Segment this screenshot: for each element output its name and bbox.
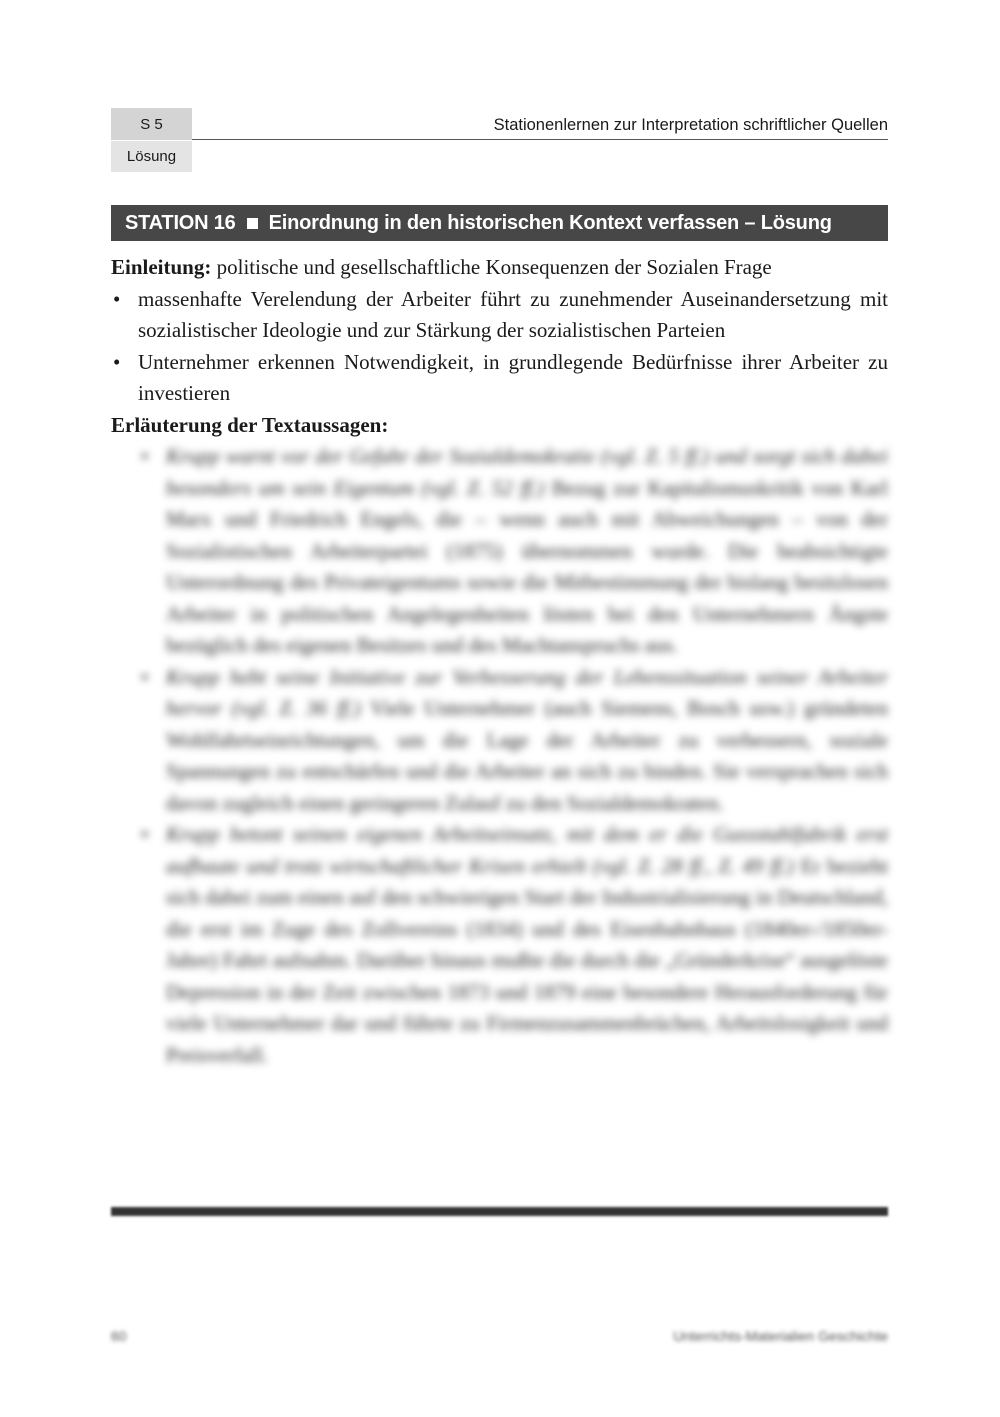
header-divider: [192, 139, 888, 140]
explanation-bullet-item: [139, 819, 888, 1071]
intro-bullet-list: [111, 284, 888, 410]
explanation-section-heading: [111, 410, 888, 442]
explanation-heading-label: Erläuterung der Textaussagen:: [111, 412, 389, 437]
station-title: Einordnung in den historischen Kontext verfassen – Lösung: [268, 211, 832, 234]
intro-bullet-item: • massenhafte Verelendung der Arbeiter führt zu zunehmender Auseinandersetzung mit sozialistischer Ideologie und zur Stärkung der sozialistischen Parteien: [111, 284, 888, 347]
intro-section-heading: [111, 252, 888, 284]
explanation-bullet-text: Bezug zur Kapitalismuskritik von Karl Marx und Friedrich Engels, die – wenn auch mit Abweichungen – von der Sozialistischen Arbeiterpartei (1875) übernommen wurde. Die beabsichtigte Unterordnung des Privateigentums sowie die Mitbestimmung der bislang besitzlosen Arbeiter in politischen Angelegenheiten lösten bei den Unternehmern Ängste bezüglich des eigenen Besitzes und des Machtanspruchs aus.: [166, 475, 888, 657]
explanation-bullet-item: [139, 662, 888, 820]
explanation-bullet-item: [139, 441, 888, 662]
explanation-bullet-lead: Krupp betont seinen eigenen Arbeitseinsatz, mit dem er die Gussstahlfabrik erst aufbaute und trotz wirtschaftlicher Krisen erhielt (vgl. Z. 28 ff., Z. 49 ff.): [166, 822, 888, 878]
station-title-bar: [111, 205, 888, 241]
solution-label-badge: Lösung: [111, 141, 192, 172]
page-header: [111, 108, 888, 172]
explanation-bullet-list: [111, 441, 888, 1071]
intro-bullet-item: • Unternehmer erkennen Notwendigkeit, in grundlegende Bedürfnisse ihrer Arbeiter zu investieren: [111, 347, 888, 410]
station-number: STATION 16: [125, 211, 236, 234]
explanation-bullet-text: Viele Unternehmer (auch Siemens, Bosch usw.) gründeten Wohlfahrtseinrichtungen, um die Lage der Arbeiter zu verbessern, soziale Spannungen zu entschärfen und die Arbeiter an sich zu binden. Sie versprachen sich davon zugleich einen geringeren Zulauf zu den Sozialdemokraten.: [166, 696, 888, 815]
bottom-divider: [111, 1207, 888, 1216]
publisher-footer: Unterrichts-Materialien Geschichte: [673, 1328, 888, 1344]
square-bullet-icon: [247, 218, 258, 229]
page-number: 60: [111, 1328, 127, 1344]
explanation-bullet-lead: Krupp hebt seine Initiative zur Verbesserung der Lebenssituation seiner Arbeiter hervor (vgl. Z. 36 ff.): [166, 664, 888, 720]
explanation-bullet-lead: Krupp warnt vor der Gefahr der Sozialdemokratie (vgl. Z. 5 ff.) und sorgt sich dabei besonders um sein Eigentum (vgl. Z. 52 ff.): [166, 444, 888, 500]
header-title: Stationenlernen zur Interpretation schriftlicher Quellen: [493, 116, 888, 134]
station-code-badge: S 5: [111, 108, 192, 140]
main-content: [111, 252, 888, 1071]
explanation-bullet-text: Er bezieht sich dabei zum einen auf den schwierigen Start der Industrialisierung in Deutschland, die erst im Zuge des Zollvereins (1834) und des Eisenbahnbaus (1840er-/1850er-Jahre) Fahrt aufnahm. Darüber hinaus mußte die durch die „Gründerkrise“ ausgelöste Depression in der Zeit zwischen 1873 und 1879 eine besondere Herausforderung für viele Unternehmer dar und führte zu Firmenzusammenbrüchen, Arbeitslosigkeit und Preisverfall.: [166, 853, 889, 1067]
intro-heading-text: politische und gesellschaftliche Konsequenzen der Sozialen Frage: [211, 255, 772, 279]
intro-heading-label: Einleitung:: [111, 255, 212, 279]
